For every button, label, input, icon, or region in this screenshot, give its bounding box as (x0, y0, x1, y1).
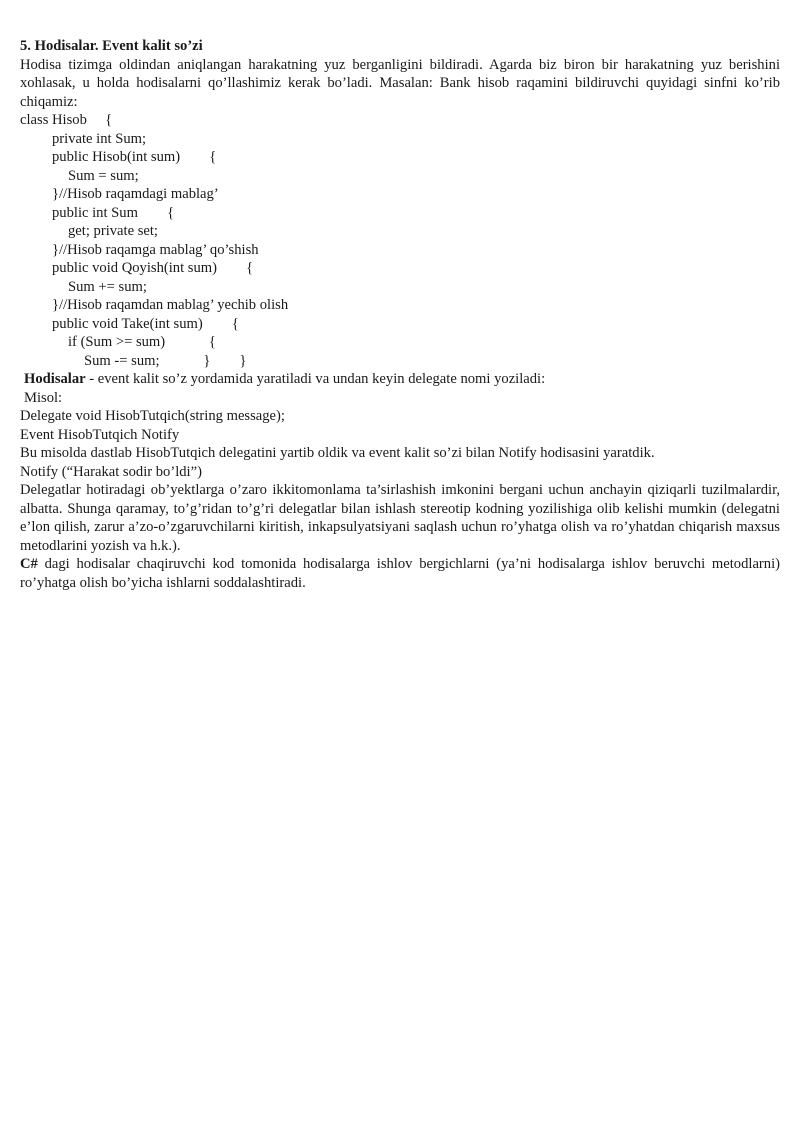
code-line: }//Hisob raqamdagi mablag’ (52, 186, 219, 202)
code-line: public void Qoyish(int sum) { (52, 260, 254, 276)
code-line: }//Hisob raqamga mablag’ qo’shish (52, 241, 259, 258)
csharp-text: dagi hodisalar chaqiruvchi kod tomonida hodisalarga ishlov bergichlarni (ya’ni hodisalarga ishlov beruvchi metodlarni) ro’yhatga olish bo’yicha ishlarni soddalashtiradi. (20, 556, 780, 591)
misol-label: Misol: (24, 389, 63, 406)
hodisalar-bold: Hodisalar (24, 371, 86, 387)
code-line: public void Take(int sum) { (52, 315, 239, 332)
event-declaration: Event HisobTutqich Notify (20, 426, 180, 443)
code-line: Sum = sum; (68, 167, 139, 184)
code-line: public Hisob(int sum) { (52, 149, 217, 165)
delegates-paragraph: Delegatlar hotiradagi ob’yektlarga o’zaro ikkitomonlama ta’sirlashish imkonini bergani uchun anchayin qiziqarli tuzilmalardir, albatta. Shunga qaramay, to’g’ridan to’g’ri delegatlar bilan ishlash stereotip kodning yozilishiga olib kelishi mumkin (delegatni e’lon qilish, zarur a’zo-o’zgaruvchilarni kiritish, inkapsulyatsiyani saqlash uchun ro’yhatga olish va ro’yhatdan chiqarish maxsus metodlarini yozish va h.k.). (20, 482, 780, 554)
code-line: if (Sum >= sum) { (68, 334, 216, 350)
intro-paragraph: Hodisa tizimga oldindan aniqlangan harakatning yuz berganligini bildiradi. Agarda biz biron bir harakatning yuz berishini xohlasak, u holda hodisalarni qo’llashimiz kerak bo’ladi. Masalan: Bank hisob raqamini bildiruvchi quyidagi sinfni ko’rib chiqamiz: (20, 56, 780, 110)
code-line: private int Sum; (52, 130, 147, 147)
code-block (20, 111, 780, 370)
code-line: Sum -= sum; } } (84, 352, 247, 369)
explanation-paragraph: Bu misolda dastlab HisobTutqich delegatini yartib oldik va event kalit so’zi bilan Notify hodisasini yaratdik. (20, 445, 655, 461)
code-line: }//Hisob raqamdan mablag’ yechib olish (52, 297, 289, 313)
delegate-declaration: Delegate void HisobTutqich(string message); (20, 408, 285, 424)
hodisalar-text: - event kalit so’z yordamida yaratiladi va undan keyin delegate nomi yoziladi: (85, 371, 546, 387)
code-line: Sum += sum; (68, 278, 147, 295)
code-line: public int Sum { (52, 204, 175, 221)
section-title: 5. Hodisalar. Event kalit so’zi (20, 38, 203, 54)
csharp-paragraph (20, 555, 780, 592)
code-line: class Hisob { (20, 112, 113, 128)
hodisalar-paragraph (20, 370, 780, 389)
notify-call: Notify (“Harakat sodir bo’ldi”) (20, 463, 202, 480)
csharp-bold: C# (20, 556, 38, 572)
code-line: get; private set; (68, 223, 158, 239)
document-page (20, 37, 780, 592)
